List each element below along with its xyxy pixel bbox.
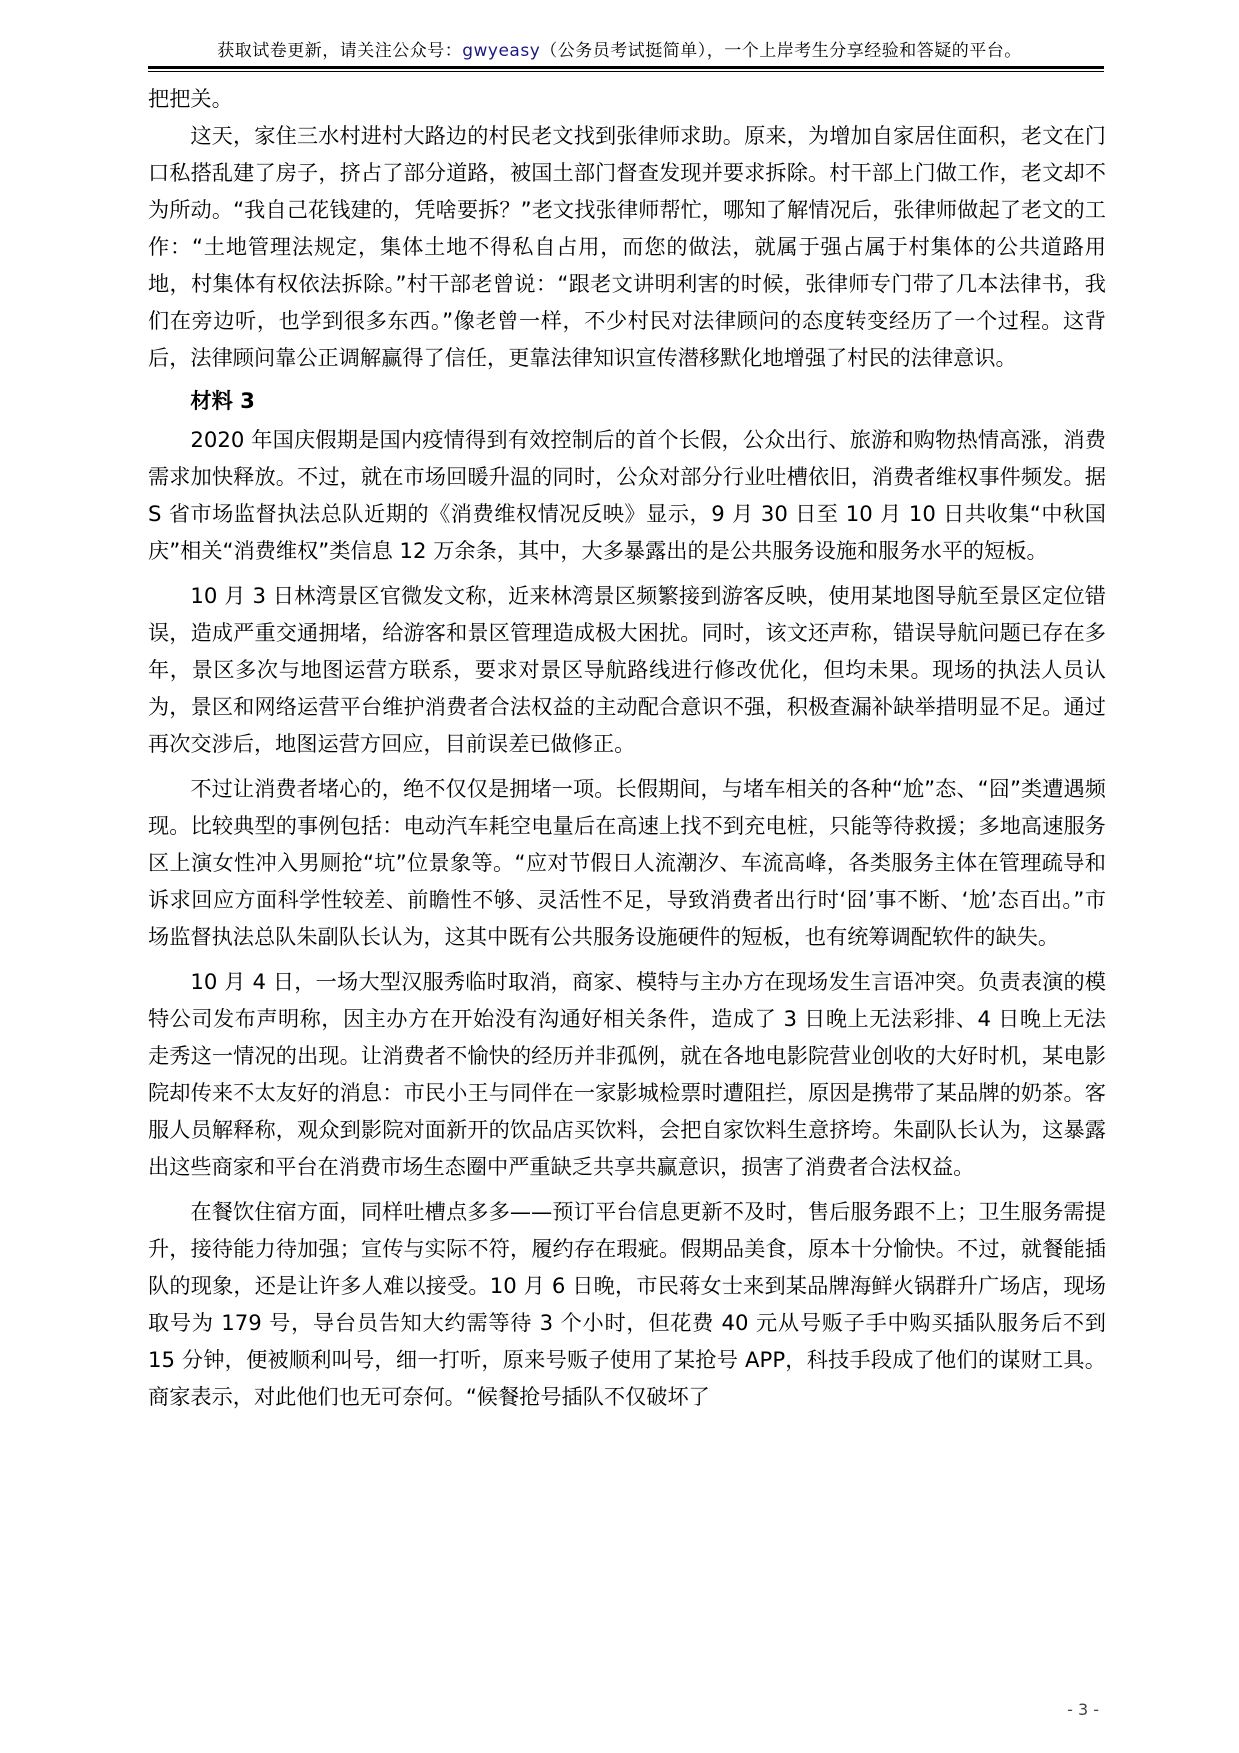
header-prefix: 获取试卷更新，请关注公众号：	[217, 41, 463, 61]
paragraph: 10 月 4 日，一场大型汉服秀临时取消，商家、模特与主办方在现场发生言语冲突。负责表演的模特公司发布声明称，因主办方在开始没有沟通好相关条件，造成了 3 日晚上无法彩排、4 日晚上无法走秀这一情况的出现。让消费者不愉快的经历并非孤例，就在各地电影院营业创收的大好时机，某电影院却传来不太友好的消息：市民小王与同伴在一家影城检票时遭阻拦，原因是携带了某品牌的奶茶。客服人员解释称，观众到影院对面新开的饮品店买饮料，会把自家饮料生意挤垮。朱副队长认为，这暴露出这些商家和平台在消费市场生态圈中严重缺乏共享共赢意识，损害了消费者合法权益。	[148, 969, 1106, 1179]
section-title: 材料 3	[190, 388, 255, 413]
header-suffix: （公务员考试挺简单），一个上岸考生分享经验和答疑的平台。	[540, 41, 1022, 61]
paragraph: 不过让消费者堵心的，绝不仅仅是拥堵一项。长假期间，与堵车相关的各种“尬”态、“囧”类遭遇频现。比较典型的事例包括：电动汽车耗空电量后在高速上找不到充电桩，只能等待救援；多地高速服务区上演女性冲入男厕抢“坑”位景象等。“应对节假日人流潮汐、车流高峰，各类服务主体在管理疏导和诉求回应方面科学性较差、前瞻性不够、灵活性不足，导致消费者出行时‘囧’事不断、‘尬’态百出。”市场监督执法总队朱副队长认为，这其中既有公共服务设施硬件的短板，也有统筹调配软件的缺失。	[148, 776, 1106, 949]
header-account: gwyeasy	[462, 41, 541, 61]
paragraph: 10 月 3 日林湾景区官微发文称，近来林湾景区频繁接到游客反映，使用某地图导航至景区定位错误，造成严重交通拥堵，给游客和景区管理造成极大困扰。同时，该文还声称，错误导航问题已存在多年，景区多次与地图运营方联系，要求对景区导航路线进行修改优化，但均未果。现场的执法人员认为，景区和网络运营平台维护消费者合法权益的主动配合意识不强，积极查漏补缺举措明显不足。通过再次交涉后，地图运营方回应，目前误差已做修正。	[148, 583, 1106, 756]
paragraph: 2020 年国庆假期是国内疫情得到有效控制后的首个长假，公众出行、旅游和购物热情高涨，消费需求加快释放。不过，就在市场回暖升温的同时，公众对部分行业吐槽依旧，消费者维权事件频发。据 S 省市场监督执法总队近期的《消费维权情况反映》显示，9 月 30 日至 10 月 10 日共收集“中秋国庆”相关“消费维权”类信息 12 万余条，其中，大多暴露出的是公共服务设施和服务水平的短板。	[148, 427, 1106, 563]
paragraph: 把把关。	[148, 86, 233, 111]
header-rule-thick	[148, 66, 1104, 69]
page-number: - 3 -	[1067, 1700, 1099, 1719]
header-rule-thin	[148, 71, 1104, 72]
page-header	[0, 36, 1239, 61]
paragraph: 在餐饮住宿方面，同样吐槽点多多——预订平台信息更新不及时，售后服务跟不上；卫生服务需提升，接待能力待加强；宣传与实际不符，履约存在瑕疵。假期品美食，原本十分愉快。不过，就餐能插队的现象，还是让许多人难以接受。10 月 6 日晚，市民蒋女士来到某品牌海鲜火锅群升广场店，现场取号为 179 号，导台员告知大约需等待 3 个小时，但花费 40 元从号贩子手中购买插队服务后不到 15 分钟，便被顺利叫号，细一打听，原来号贩子使用了某抢号 APP，科技手段成了他们的谋财工具。商家表示，对此他们也无可奈何。“候餐抢号插队不仅破坏了	[148, 1199, 1106, 1409]
document-body	[148, 80, 1106, 1415]
paragraph: 这天，家住三水村进村大路边的村民老文找到张律师求助。原来，为增加自家居住面积，老文在门口私搭乱建了房子，挤占了部分道路，被国土部门督查发现并要求拆除。村干部上门做工作，老文却不为所动。“我自己花钱建的，凭啥要拆？”老文找张律师帮忙，哪知了解情况后，张律师做起了老文的工作：“土地管理法规定，集体土地不得私自占用，而您的做法，就属于强占属于村集体的公共道路用地，村集体有权依法拆除。”村干部老曾说：“跟老文讲明利害的时候，张律师专门带了几本法律书，我们在旁边听，也学到很多东西。”像老曾一样，不少村民对法律顾问的态度转变经历了一个过程。这背后，法律顾问靠公正调解赢得了信任，更靠法律知识宣传潜移默化地增强了村民的法律意识。	[148, 123, 1106, 370]
